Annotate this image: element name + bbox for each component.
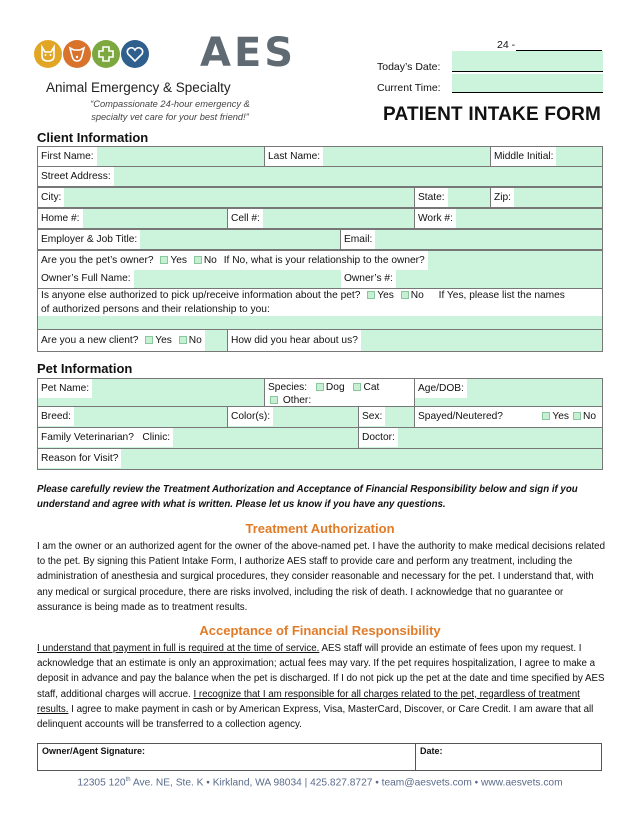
owner-question-row — [38, 251, 428, 270]
sex-field[interactable] — [358, 406, 415, 428]
financial-heading: Acceptance of Financial Responsibility — [199, 623, 441, 638]
owner-signature-field[interactable] — [38, 744, 416, 771]
form-title: PATIENT INTAKE FORM — [383, 104, 602, 125]
state-label: State: — [415, 188, 448, 207]
species-other-label: Other: — [282, 395, 312, 406]
email-label: Email: — [341, 230, 375, 249]
brand-subtitle: Animal Emergency & Specialty — [46, 80, 231, 95]
first-name-label: First Name: — [38, 147, 97, 166]
spayed-neutered-label: Spayed/Neutered? — [418, 411, 503, 422]
cross-logo-icon — [92, 40, 120, 68]
first-name-field[interactable] — [37, 146, 265, 167]
species-cat-label: Cat — [363, 382, 380, 393]
spayed-yes-label: Yes — [552, 411, 569, 422]
dog-logo-icon — [63, 40, 91, 68]
authorized-yes-label: Yes — [377, 290, 394, 301]
zip-label: Zip: — [491, 188, 514, 207]
signature-date-label: Date: — [420, 746, 443, 756]
spayed-yes-checkbox[interactable] — [542, 412, 550, 420]
treatment-heading: Treatment Authorization — [245, 521, 395, 536]
breed-label: Breed: — [38, 407, 74, 426]
new-client-question-wrap — [38, 330, 205, 351]
cell-phone-label: Cell #: — [228, 209, 263, 228]
todays-date-label: Today’s Date: — [377, 61, 441, 73]
spayed-neutered-field — [414, 406, 603, 428]
city-field[interactable] — [37, 187, 415, 208]
email-field[interactable] — [340, 229, 603, 250]
reason-for-visit-label: Reason for Visit? — [38, 449, 121, 468]
authorized-if-yes-label: If Yes, please list the names — [438, 290, 565, 301]
signature-table — [37, 743, 602, 771]
pet-name-field[interactable] — [37, 378, 265, 407]
age-dob-field[interactable] — [414, 378, 603, 407]
species-row-1 — [268, 381, 411, 394]
owner-block — [37, 250, 603, 289]
financial-text — [37, 641, 607, 732]
employer-label: Employer & Job Title: — [38, 230, 140, 249]
street-address-label: Street Address: — [38, 167, 114, 186]
authorized-no-label: No — [410, 290, 424, 301]
color-label: Color(s): — [228, 407, 273, 426]
species-cat-checkbox[interactable] — [353, 383, 361, 391]
species-dog-checkbox[interactable] — [316, 383, 324, 391]
owner-no-checkbox[interactable] — [194, 256, 202, 264]
breed-field[interactable] — [37, 406, 228, 428]
city-label: City: — [38, 188, 64, 207]
family-vet-label-wrap — [38, 428, 173, 447]
owner-full-name-field[interactable] — [38, 269, 340, 289]
spayed-options — [538, 407, 596, 426]
how-heard-label: How did you hear about us? — [228, 330, 361, 351]
family-vet-label: Family Veterinarian? — [41, 432, 134, 443]
zip-field[interactable] — [490, 187, 603, 208]
owner-signature-label: Owner/Agent Signature: — [42, 746, 146, 756]
financial-text-2: I agree to make payment in cash or by American Express, Visa, MasterCard, Discover, or Care Credit. I am aware that all delinquent accounts will be transferred to a collection agency. — [37, 703, 594, 731]
owner-yes-label: Yes — [170, 255, 187, 266]
species-other-checkbox[interactable] — [270, 396, 278, 404]
last-name-label: Last Name: — [265, 147, 323, 166]
owner-no-label: No — [203, 255, 217, 266]
new-client-no-label: No — [188, 335, 202, 346]
heart-logo-icon — [121, 40, 149, 68]
pet-name-label: Pet Name: — [38, 379, 92, 398]
footer-address-2: Ave. NE, Ste. K • Kirkland, WA 98034 | 425.827.8727 • team@aesvets.com • www.aesvets.com — [130, 777, 563, 789]
pet-info-heading: Pet Information — [37, 361, 133, 376]
new-client-yes-label: Yes — [155, 335, 172, 346]
work-phone-label: Work #: — [415, 209, 456, 228]
family-vet-field[interactable] — [37, 427, 359, 449]
middle-initial-label: Middle Initial: — [491, 147, 556, 166]
owner-number-label: Owner’s #: — [341, 269, 396, 288]
species-field — [264, 378, 415, 407]
state-field[interactable] — [414, 187, 491, 208]
new-client-row — [37, 329, 228, 352]
year-prefix: 24 - — [497, 39, 516, 51]
authorized-yes-checkbox[interactable] — [367, 291, 375, 299]
sex-label: Sex: — [359, 407, 385, 426]
authorized-line-2: of authorized persons and their relationship to you: — [41, 303, 270, 315]
authorized-no-checkbox[interactable] — [401, 291, 409, 299]
client-info-heading: Client Information — [37, 130, 149, 145]
brand-name: AES — [200, 30, 297, 76]
work-phone-field[interactable] — [414, 208, 603, 229]
authorized-persons-field[interactable] — [37, 288, 603, 330]
new-client-yes-checkbox[interactable] — [145, 336, 153, 344]
doctor-label: Doctor: — [359, 428, 398, 447]
owner-relationship-label: If No, what is your relationship to the owner? — [223, 255, 425, 266]
authorized-question — [38, 289, 602, 316]
treatment-text: I am the owner or an authorized agent for the owner of the above-named pet. I have the authority to make medical decisions related to the pet. By signing this Patient Intake Form, I authorize AES staff to provide care and perform any treatment, including the administration of anesthesia and surgical procedures, they consider reasonable and necessary for the pet. I understand that, with any medical or surgical procedure, there are risks involved, including the risk of death. I acknowledge that no guarantee or assurance is being made as to treatment results. — [37, 541, 605, 613]
reason-for-visit-field[interactable] — [37, 448, 603, 470]
owner-yes-checkbox[interactable] — [160, 256, 168, 264]
species-dog-label: Dog — [325, 382, 345, 393]
employer-field[interactable] — [37, 229, 341, 250]
last-name-field[interactable] — [264, 146, 491, 167]
footer-contact — [0, 777, 640, 788]
cat-logo-icon — [34, 40, 62, 68]
financial-underline-2: I recognize that I am responsible for all charges related to the pet, regardless of treatment results. — [37, 688, 580, 715]
owner-number-field[interactable] — [341, 269, 396, 289]
doctor-field[interactable] — [358, 427, 603, 449]
review-instructions: Please carefully review the Treatment Authorization and Acceptance of Financial Responsibility below and sign if you understand and agree with what is written. Please let us know if you have any questions. — [37, 484, 578, 510]
current-time-line — [452, 82, 603, 93]
authorized-question-text: Is anyone else authorized to pick up/receive information about the pet? — [41, 290, 361, 301]
signature-date-field[interactable] — [416, 744, 602, 771]
spayed-no-label: No — [582, 411, 596, 422]
todays-date-line — [452, 61, 603, 72]
tagline-line-2: specialty vet care for your best friend!” — [91, 112, 249, 122]
year-field[interactable] — [516, 40, 602, 51]
middle-initial-field[interactable] — [490, 146, 603, 167]
color-field[interactable] — [227, 406, 359, 428]
footer-address-1: 12305 120 — [77, 777, 126, 789]
new-client-question: Are you a new client? — [41, 335, 139, 346]
street-address-field[interactable] — [37, 166, 603, 187]
spayed-no-checkbox[interactable] — [573, 412, 581, 420]
current-time-label: Current Time: — [377, 82, 441, 94]
financial-underline-1: I understand that payment in full is required at the time of service. — [37, 643, 320, 654]
how-heard-field[interactable] — [227, 329, 603, 352]
clinic-label: Clinic: — [142, 432, 171, 443]
footer-sup: th — [125, 777, 131, 783]
owner-question: Are you the pet’s owner? — [41, 255, 154, 266]
age-dob-label: Age/DOB: — [415, 379, 467, 398]
financial-text-1: AES staff will provide an estimate of fees upon my request. I acknowledge that an estimate is only an approximation; actual fees may vary. If the pet requires hospitalization, I agree to make a deposit in advance and pay the balance when the pet is discharged. If I do not pick up the pet at the date and time specified by AES staff, additional charges will accrue. — [37, 643, 605, 700]
brand-tagline — [50, 98, 290, 124]
new-client-no-checkbox[interactable] — [179, 336, 187, 344]
home-phone-field[interactable] — [37, 208, 228, 229]
cell-phone-field[interactable] — [227, 208, 415, 229]
owner-full-name-label: Owner’s Full Name: — [38, 269, 134, 288]
home-phone-label: Home #: — [38, 209, 83, 228]
species-label: Species: — [268, 382, 308, 393]
tagline-line-1: “Compassionate 24-hour emergency & — [90, 99, 250, 109]
